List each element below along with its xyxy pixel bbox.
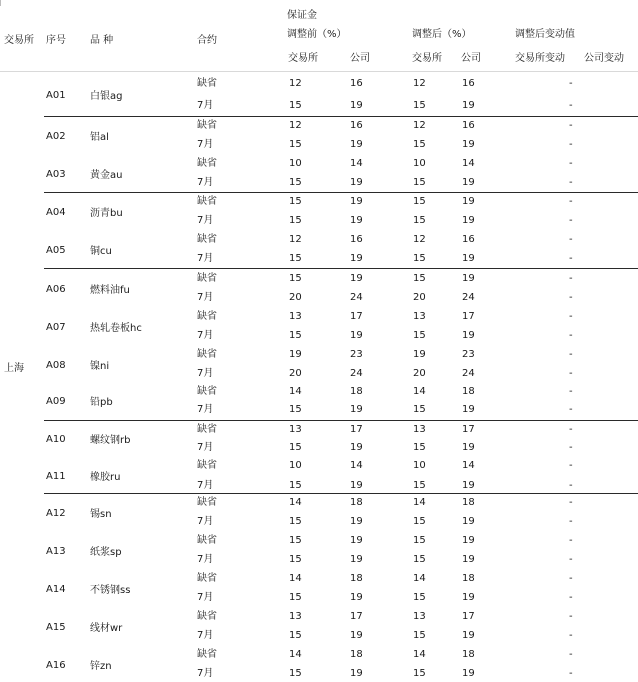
after-company-cell: 18	[462, 573, 475, 584]
change-cell: -	[569, 668, 573, 679]
after-exchange-cell: 20	[413, 292, 426, 303]
after-exchange-cell: 14	[413, 386, 426, 397]
subheader-after-company: 公司	[461, 53, 481, 64]
before-company-cell: 17	[350, 611, 363, 622]
contract-cell: 7月	[197, 480, 214, 491]
before-exchange-cell: 15	[289, 215, 302, 226]
after-exchange-cell: 20	[413, 368, 426, 379]
before-company-cell: 23	[350, 349, 363, 360]
contract-cell: 缺省	[197, 120, 217, 131]
change-cell: -	[569, 368, 573, 379]
after-exchange-cell: 15	[413, 668, 426, 679]
subheader-change-company: 公司变动	[584, 53, 624, 64]
before-company-cell: 19	[350, 442, 363, 453]
change-cell: -	[569, 480, 573, 491]
after-company-cell: 19	[462, 100, 475, 111]
before-company-cell: 19	[350, 668, 363, 679]
after-exchange-cell: 15	[413, 592, 426, 603]
contract-cell: 缺省	[197, 424, 217, 435]
contract-cell: 7月	[197, 630, 214, 641]
contract-cell: 缺省	[197, 649, 217, 660]
before-company-cell: 19	[350, 253, 363, 264]
before-exchange-cell: 15	[289, 442, 302, 453]
before-exchange-cell: 15	[289, 196, 302, 207]
before-exchange-cell: 15	[289, 100, 302, 111]
change-cell: -	[569, 535, 573, 546]
product-seq: A15	[46, 622, 66, 633]
contract-cell: 缺省	[197, 273, 217, 284]
after-exchange-cell: 12	[413, 78, 426, 89]
change-cell: -	[569, 386, 573, 397]
contract-cell: 7月	[197, 516, 214, 527]
change-cell: -	[569, 611, 573, 622]
after-company-cell: 16	[462, 120, 475, 131]
product-name: 锡sn	[90, 509, 112, 520]
after-company-cell: 19	[462, 442, 475, 453]
contract-cell: 7月	[197, 100, 214, 111]
after-company-cell: 23	[462, 349, 475, 360]
contract-cell: 7月	[197, 592, 214, 603]
after-exchange-cell: 15	[413, 215, 426, 226]
after-company-cell: 19	[462, 253, 475, 264]
before-exchange-cell: 12	[289, 120, 302, 131]
before-exchange-cell: 15	[289, 592, 302, 603]
product-seq: A09	[46, 396, 66, 407]
before-company-cell: 19	[350, 630, 363, 641]
subheader-change-exchange: 交易所变动	[515, 53, 565, 64]
contract-cell: 7月	[197, 330, 214, 341]
group-divider	[44, 493, 638, 494]
after-company-cell: 17	[462, 611, 475, 622]
after-exchange-cell: 13	[413, 611, 426, 622]
after-exchange-cell: 15	[413, 480, 426, 491]
after-exchange-cell: 14	[413, 497, 426, 508]
before-company-cell: 14	[350, 158, 363, 169]
contract-cell: 7月	[197, 404, 214, 415]
after-company-cell: 19	[462, 668, 475, 679]
product-name: 铜cu	[90, 246, 112, 257]
after-exchange-cell: 15	[413, 404, 426, 415]
top-left-corner-mark	[0, 0, 7, 6]
after-company-cell: 18	[462, 386, 475, 397]
before-company-cell: 17	[350, 424, 363, 435]
product-name: 燃料油fu	[90, 285, 130, 296]
before-company-cell: 16	[350, 78, 363, 89]
before-company-cell: 19	[350, 554, 363, 565]
after-company-cell: 19	[462, 273, 475, 284]
before-exchange-cell: 12	[289, 78, 302, 89]
before-exchange-cell: 15	[289, 330, 302, 341]
after-company-cell: 19	[462, 480, 475, 491]
change-cell: -	[569, 120, 573, 131]
after-company-cell: 17	[462, 424, 475, 435]
after-exchange-cell: 15	[413, 442, 426, 453]
before-company-cell: 18	[350, 573, 363, 584]
change-cell: -	[569, 139, 573, 150]
before-exchange-cell: 15	[289, 253, 302, 264]
product-seq: A02	[46, 131, 66, 142]
after-exchange-cell: 15	[413, 196, 426, 207]
change-cell: -	[569, 573, 573, 584]
change-cell: -	[569, 234, 573, 245]
subheader-before-exchange: 交易所	[288, 53, 318, 64]
change-cell: -	[569, 253, 573, 264]
before-company-cell: 14	[350, 460, 363, 471]
before-company-cell: 18	[350, 649, 363, 660]
product-seq: A14	[46, 584, 66, 595]
product-seq: A07	[46, 322, 66, 333]
before-company-cell: 19	[350, 330, 363, 341]
change-cell: -	[569, 497, 573, 508]
before-exchange-cell: 15	[289, 480, 302, 491]
after-company-cell: 14	[462, 460, 475, 471]
change-cell: -	[569, 460, 573, 471]
before-exchange-cell: 12	[289, 234, 302, 245]
after-exchange-cell: 12	[413, 234, 426, 245]
contract-cell: 缺省	[197, 611, 217, 622]
after-exchange-cell: 15	[413, 253, 426, 264]
before-exchange-cell: 15	[289, 668, 302, 679]
before-exchange-cell: 13	[289, 424, 302, 435]
product-seq: A10	[46, 434, 66, 445]
contract-cell: 7月	[197, 292, 214, 303]
change-cell: -	[569, 78, 573, 89]
change-cell: -	[569, 177, 573, 188]
subheader-after-exchange: 交易所	[412, 53, 442, 64]
group-divider	[44, 268, 638, 269]
change-cell: -	[569, 311, 573, 322]
after-company-cell: 19	[462, 330, 475, 341]
after-company-cell: 24	[462, 292, 475, 303]
exchange-name: 上海	[4, 363, 24, 374]
before-company-cell: 19	[350, 100, 363, 111]
product-name: 铝al	[90, 132, 109, 143]
change-cell: -	[569, 273, 573, 284]
before-company-cell: 19	[350, 273, 363, 284]
header-before: 调整前（%）	[287, 29, 347, 40]
after-exchange-cell: 15	[413, 100, 426, 111]
before-exchange-cell: 14	[289, 649, 302, 660]
before-company-cell: 19	[350, 592, 363, 603]
after-exchange-cell: 14	[413, 649, 426, 660]
contract-cell: 7月	[197, 253, 214, 264]
after-exchange-cell: 15	[413, 630, 426, 641]
before-company-cell: 19	[350, 196, 363, 207]
before-exchange-cell: 19	[289, 349, 302, 360]
product-name: 纸浆sp	[90, 547, 122, 558]
product-name: 热轧卷板hc	[90, 323, 142, 334]
before-company-cell: 24	[350, 292, 363, 303]
header-seq: 序号	[46, 35, 66, 46]
after-company-cell: 19	[462, 630, 475, 641]
product-seq: A05	[46, 245, 66, 256]
after-exchange-cell: 10	[413, 158, 426, 169]
product-name: 白银ag	[90, 91, 123, 102]
header-change: 调整后变动值	[515, 29, 575, 40]
after-company-cell: 14	[462, 158, 475, 169]
product-seq: A12	[46, 508, 66, 519]
header-contract: 合约	[197, 35, 217, 46]
before-company-cell: 19	[350, 480, 363, 491]
before-exchange-cell: 10	[289, 460, 302, 471]
contract-cell: 缺省	[197, 535, 217, 546]
change-cell: -	[569, 516, 573, 527]
contract-cell: 缺省	[197, 234, 217, 245]
before-exchange-cell: 15	[289, 535, 302, 546]
product-name: 镍ni	[90, 361, 110, 372]
after-company-cell: 16	[462, 234, 475, 245]
after-exchange-cell: 14	[413, 573, 426, 584]
before-company-cell: 17	[350, 311, 363, 322]
product-seq: A04	[46, 207, 66, 218]
after-exchange-cell: 12	[413, 120, 426, 131]
after-exchange-cell: 10	[413, 460, 426, 471]
after-exchange-cell: 15	[413, 535, 426, 546]
after-company-cell: 19	[462, 554, 475, 565]
after-company-cell: 19	[462, 592, 475, 603]
before-exchange-cell: 15	[289, 404, 302, 415]
before-exchange-cell: 14	[289, 497, 302, 508]
after-company-cell: 19	[462, 516, 475, 527]
after-company-cell: 19	[462, 177, 475, 188]
change-cell: -	[569, 100, 573, 111]
after-company-cell: 19	[462, 404, 475, 415]
product-seq: A13	[46, 546, 66, 557]
after-exchange-cell: 15	[413, 177, 426, 188]
before-exchange-cell: 14	[289, 573, 302, 584]
before-exchange-cell: 13	[289, 311, 302, 322]
before-exchange-cell: 15	[289, 630, 302, 641]
after-exchange-cell: 15	[413, 330, 426, 341]
product-seq: A16	[46, 660, 66, 671]
product-seq: A06	[46, 284, 66, 295]
group-divider	[44, 192, 638, 193]
product-name: 线材wr	[90, 623, 123, 634]
before-exchange-cell: 10	[289, 158, 302, 169]
before-exchange-cell: 15	[289, 554, 302, 565]
product-name: 锌zn	[90, 661, 112, 672]
after-exchange-cell: 15	[413, 273, 426, 284]
contract-cell: 缺省	[197, 158, 217, 169]
before-company-cell: 18	[350, 497, 363, 508]
after-company-cell: 19	[462, 196, 475, 207]
change-cell: -	[569, 196, 573, 207]
group-divider	[44, 116, 638, 117]
contract-cell: 缺省	[197, 349, 217, 360]
before-exchange-cell: 13	[289, 611, 302, 622]
before-exchange-cell: 20	[289, 368, 302, 379]
before-company-cell: 19	[350, 215, 363, 226]
contract-cell: 7月	[197, 139, 214, 150]
product-name: 黄金au	[90, 170, 123, 181]
change-cell: -	[569, 349, 573, 360]
before-company-cell: 24	[350, 368, 363, 379]
product-name: 螺纹钢rb	[90, 435, 131, 446]
change-cell: -	[569, 649, 573, 660]
before-company-cell: 19	[350, 535, 363, 546]
after-exchange-cell: 13	[413, 424, 426, 435]
product-seq: A08	[46, 360, 66, 371]
product-name: 铅pb	[90, 397, 113, 408]
contract-cell: 缺省	[197, 497, 217, 508]
subheader-before-company: 公司	[350, 53, 370, 64]
contract-cell: 7月	[197, 668, 214, 679]
after-company-cell: 17	[462, 311, 475, 322]
contract-cell: 7月	[197, 554, 214, 565]
contract-cell: 缺省	[197, 460, 217, 471]
product-seq: A03	[46, 169, 66, 180]
product-seq: A11	[46, 471, 66, 482]
change-cell: -	[569, 554, 573, 565]
change-cell: -	[569, 215, 573, 226]
before-exchange-cell: 20	[289, 292, 302, 303]
header-margin: 保证金	[287, 10, 317, 21]
product-name: 沥青bu	[90, 208, 123, 219]
change-cell: -	[569, 630, 573, 641]
after-company-cell: 18	[462, 649, 475, 660]
change-cell: -	[569, 424, 573, 435]
after-exchange-cell: 19	[413, 349, 426, 360]
before-company-cell: 16	[350, 234, 363, 245]
after-exchange-cell: 15	[413, 554, 426, 565]
after-exchange-cell: 15	[413, 516, 426, 527]
before-company-cell: 19	[350, 177, 363, 188]
after-company-cell: 24	[462, 368, 475, 379]
before-company-cell: 16	[350, 120, 363, 131]
after-company-cell: 19	[462, 139, 475, 150]
product-name: 不锈钢ss	[90, 585, 131, 596]
before-company-cell: 19	[350, 404, 363, 415]
header-variety: 品 种	[90, 35, 114, 46]
contract-cell: 缺省	[197, 196, 217, 207]
contract-cell: 7月	[197, 368, 214, 379]
after-company-cell: 19	[462, 535, 475, 546]
change-cell: -	[569, 592, 573, 603]
group-divider	[44, 420, 638, 421]
product-name: 橡胶ru	[90, 472, 121, 483]
contract-cell: 7月	[197, 215, 214, 226]
contract-cell: 缺省	[197, 573, 217, 584]
product-seq: A01	[46, 90, 66, 101]
before-exchange-cell: 14	[289, 386, 302, 397]
change-cell: -	[569, 442, 573, 453]
header-after: 调整后（%）	[412, 29, 472, 40]
header-divider	[0, 71, 638, 72]
before-exchange-cell: 15	[289, 177, 302, 188]
contract-cell: 缺省	[197, 311, 217, 322]
contract-cell: 7月	[197, 442, 214, 453]
contract-cell: 7月	[197, 177, 214, 188]
after-company-cell: 16	[462, 78, 475, 89]
before-company-cell: 19	[350, 139, 363, 150]
header-exchange: 交易所	[4, 35, 34, 46]
after-exchange-cell: 15	[413, 139, 426, 150]
change-cell: -	[569, 158, 573, 169]
change-cell: -	[569, 330, 573, 341]
change-cell: -	[569, 292, 573, 303]
change-cell: -	[569, 404, 573, 415]
before-exchange-cell: 15	[289, 273, 302, 284]
before-company-cell: 18	[350, 386, 363, 397]
after-exchange-cell: 13	[413, 311, 426, 322]
contract-cell: 缺省	[197, 78, 217, 89]
contract-cell: 缺省	[197, 386, 217, 397]
after-company-cell: 19	[462, 215, 475, 226]
before-exchange-cell: 15	[289, 139, 302, 150]
after-company-cell: 18	[462, 497, 475, 508]
before-exchange-cell: 15	[289, 516, 302, 527]
before-company-cell: 19	[350, 516, 363, 527]
